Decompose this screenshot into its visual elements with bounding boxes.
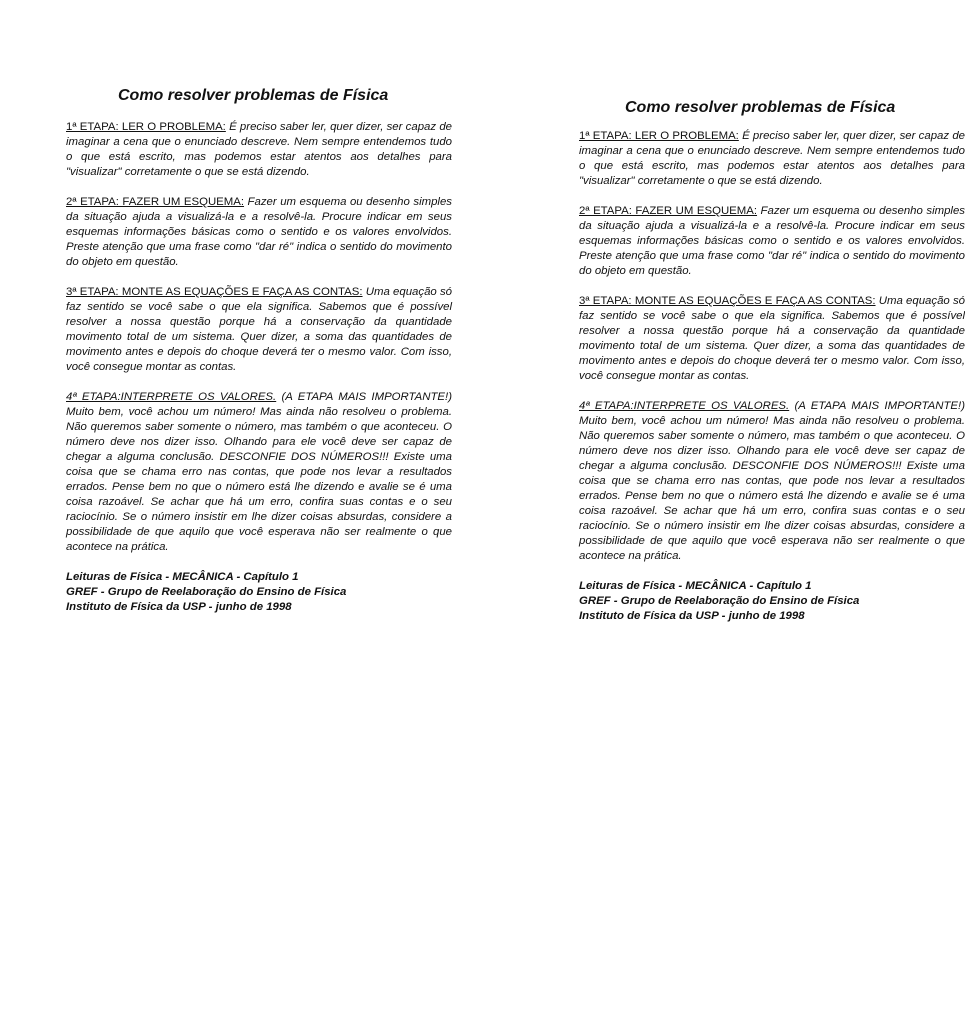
step-4-text: (A ETAPA MAIS IMPORTANTE!) Muito bem, você achou um número! Mas ainda não resolveu o problema. Não queremos saber somente o número, mas também o que aconteceu. O número deve nos dizer isso. Olhando para ele você deve ser capaz de chegar a alguma conclusão. DESCONFIE DOS NÚMEROS!!! Existe uma coisa que se chama erro nas contas, que pode nos levar a resultados errados. Pense bem no que o número está lhe dizendo e avalie se é uma coisa razoável. Se achar que há um erro, confira suas contas e o seu raciocínio. Se o número insistir em lhe dizer coisas absurdas, considere a possibilidade de que aquilo que você esperava não ser realmente o que acontece na prática. (66, 391, 452, 553)
step-1-paragraph (66, 120, 452, 180)
step-4-heading: 4ª ETAPA:INTERPRETE OS VALORES. (66, 391, 277, 403)
page-title: Como resolver problemas de Física (118, 87, 389, 104)
step-3-text: Uma equação só faz sentido se você sabe o que ela significa. Sabemos que é possível resolver a nossa questão porque há a conservação da quantidade movimento total de um sistema. Quer dizer, a soma das quantidades de movimento antes e depois do choque deverá ter o mesmo valor. Com isso, você consegue montar as contas. (66, 286, 453, 373)
credit-line-2-duplicate: GREF - Grupo de Reelaboração do Ensino de Física (579, 595, 860, 607)
step-2-heading-duplicate: 2ª ETAPA: FAZER UM ESQUEMA: (579, 205, 758, 217)
step-4-heading-duplicate: 4ª ETAPA:INTERPRETE OS VALORES. (579, 400, 790, 412)
credits (66, 570, 452, 615)
step-1-heading-duplicate: 1ª ETAPA: LER O PROBLEMA: (579, 130, 739, 142)
step-1-text: É preciso saber ler, quer dizer, ser capaz de imaginar a cena que o enunciado descreve. Nem sempre entendemos tudo o que está escrito, mas podemos estar atentos aos detalhes para "visualizar" corretamente o que se está dizendo. (66, 121, 452, 178)
credits-duplicate (579, 579, 965, 624)
document-column-left (66, 86, 452, 615)
step-2-heading: 2ª ETAPA: FAZER UM ESQUEMA: (66, 196, 245, 208)
step-2-text: Fazer um esquema ou desenho simples da situação ajuda a visualizá-la e a resolvê-la. Procure indicar em seus esquemas informações básicas como o sentido e os valores envolvidos. Preste atenção que uma frase como "dar ré" indica o sentido do movimento do objeto em questão. (66, 196, 452, 268)
credit-line-1-duplicate: Leituras de Física - MECÂNICA - Capítulo 1 (579, 580, 812, 592)
step-2-paragraph (66, 195, 452, 270)
step-3-heading: 3ª ETAPA: MONTE AS EQUAÇÕES E FAÇA AS CONTAS: (66, 286, 363, 298)
step-3-heading-duplicate: 3ª ETAPA: MONTE AS EQUAÇÕES E FAÇA AS CONTAS: (579, 295, 876, 307)
step-3-paragraph (66, 285, 452, 375)
step-1-paragraph-duplicate (579, 129, 965, 189)
step-4-paragraph-duplicate (579, 399, 965, 564)
credit-line-3: Instituto de Física da USP - junho de 1998 (66, 601, 292, 613)
document-column-right (579, 98, 965, 624)
step-4-text-duplicate: (A ETAPA MAIS IMPORTANTE!) Muito bem, você achou um número! Mas ainda não resolveu o problema. Não queremos saber somente o número, mas também o que aconteceu. O número deve nos dizer isso. Olhando para ele você deve ser capaz de chegar a alguma conclusão. DESCONFIE DOS NÚMEROS!!! Existe uma coisa que se chama erro nas contas, que pode nos levar a resultados errados. Pense bem no que o número está lhe dizendo e avalie se é uma coisa razoável. Se achar que há um erro, confira suas contas e o seu raciocínio. Se o número insistir em lhe dizer coisas absurdas, considere a possibilidade de que aquilo que você esperava não ser realmente o que acontece na prática. (579, 400, 965, 562)
step-3-text-duplicate: Uma equação só faz sentido se você sabe o que ela significa. Sabemos que é possível resolver a nossa questão porque há a conservação da quantidade movimento total de um sistema. Quer dizer, a soma das quantidades de movimento antes e depois do choque deverá ter o mesmo valor. Com isso, você consegue montar as contas. (579, 295, 965, 382)
page-title-duplicate: Como resolver problemas de Física (625, 99, 896, 116)
step-3-paragraph-duplicate (579, 294, 965, 384)
step-1-text-duplicate: É preciso saber ler, quer dizer, ser capaz de imaginar a cena que o enunciado descreve. Nem sempre entendemos tudo o que está escrito, mas podemos estar atentos aos detalhes para "visualizar" corretamente o que se está dizendo. (579, 130, 965, 187)
step-2-text-duplicate: Fazer um esquema ou desenho simples da situação ajuda a visualizá-la e a resolvê-la. Procure indicar em seus esquemas informações básicas como o sentido e os valores envolvidos. Preste atenção que uma frase como "dar ré" indica o sentido do movimento do objeto em questão. (579, 205, 965, 277)
credit-line-2: GREF - Grupo de Reelaboração do Ensino de Física (66, 586, 347, 598)
step-1-heading: 1ª ETAPA: LER O PROBLEMA: (66, 121, 226, 133)
credit-line-1: Leituras de Física - MECÂNICA - Capítulo 1 (66, 571, 299, 583)
credit-line-3-duplicate: Instituto de Física da USP - junho de 1998 (579, 610, 805, 622)
step-4-paragraph (66, 390, 452, 555)
step-2-paragraph-duplicate (579, 204, 965, 279)
